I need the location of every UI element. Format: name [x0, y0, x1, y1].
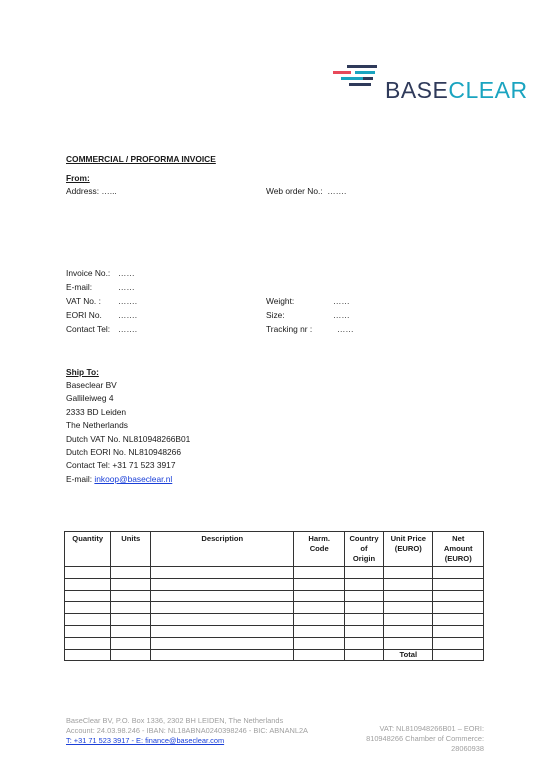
ship-email-row: [66, 473, 190, 486]
contact-value: …….: [118, 324, 138, 334]
web-order-value: …….: [327, 186, 347, 196]
total-value-cell: [433, 649, 484, 661]
table-row: [65, 614, 484, 626]
table-row: [65, 567, 484, 579]
invoice-table: [64, 531, 484, 661]
table-row: [65, 625, 484, 637]
weight-value: ……: [333, 296, 350, 306]
table-row: [65, 602, 484, 614]
tracking-row: [266, 323, 354, 336]
ship-street: Gallileiweg 4: [66, 393, 114, 404]
invoice-row: [66, 267, 135, 280]
col-quantity: Quantity: [65, 532, 111, 567]
footer-bank: Account: 24.03.98.246 - IBAN: NL18ABNA0240398246 - BIC: ABNANL2A: [66, 726, 308, 735]
ship-email-label: E-mail:: [66, 473, 95, 484]
footer-phone: T: +31 71 523 3917 - E:: [66, 736, 146, 745]
ship-postal: 2333 BD Leiden: [66, 406, 127, 417]
col-harm-code: Harm. Code: [294, 532, 344, 567]
ship-vat: Dutch VAT No. NL810948266B01: [66, 433, 191, 444]
col-description: Description: [151, 532, 294, 567]
col-units: Units: [111, 532, 151, 567]
ship-phone: Contact Tel: +31 71 523 3917: [66, 460, 176, 471]
size-row: [266, 309, 350, 322]
total-label: Total: [384, 649, 433, 661]
vat-value: …….: [118, 296, 138, 306]
size-value: ……: [333, 310, 350, 320]
eori-value: …….: [118, 310, 138, 320]
ship-email-link[interactable]: inkoop@baseclear.nl: [94, 473, 173, 484]
table-header-row: [65, 532, 484, 567]
document-title: COMMERCIAL / PROFORMA INVOICE: [66, 154, 216, 164]
footer-address: BaseClear BV, P.O. Box 1336, 2302 BH LEIDEN, The Netherlands: [66, 716, 284, 725]
contact-row: [66, 323, 137, 336]
logo-wordmark: BASECLEAR: [385, 77, 528, 103]
invoice-label: Invoice No.:: [66, 268, 111, 278]
email-label: E-mail:: [66, 282, 93, 292]
from-heading: From:: [66, 173, 90, 183]
footer-registration: VAT: NL810948266B01 – EORI: 810948266 Chamber of Commerce: 28060938: [366, 724, 484, 753]
col-net-amount: Net Amount (EURO): [433, 532, 484, 567]
baseclear-logo: [333, 60, 528, 104]
ship-to-heading: Ship To:: [66, 367, 99, 377]
footer-email-link[interactable]: finance@baseclear.com: [145, 736, 225, 745]
weight-row: [266, 295, 350, 308]
weight-label: Weight:: [266, 296, 295, 306]
email-row: [66, 281, 135, 294]
table-row: [65, 578, 484, 590]
tracking-value: ……: [337, 324, 354, 334]
vat-label: VAT No. :: [66, 296, 101, 306]
address-label: Address:: [66, 186, 100, 196]
address-value: …...: [101, 186, 117, 196]
ship-eori: Dutch EORI No. NL810948266: [66, 447, 181, 458]
size-label: Size:: [266, 310, 285, 320]
ship-to-address: [66, 379, 190, 486]
footer-company-info: [66, 716, 308, 746]
eori-row: [66, 309, 137, 322]
ship-company: Baseclear BV: [66, 380, 117, 390]
table-total-row: [65, 649, 484, 661]
table-row: [65, 590, 484, 602]
footer-contact: [66, 736, 308, 746]
web-order-label: Web order No.:: [266, 186, 323, 196]
col-unit-price: Unit Price (EURO): [384, 532, 433, 567]
eori-label: EORI No.: [66, 310, 102, 320]
tracking-label: Tracking nr :: [266, 324, 313, 334]
ship-country: The Netherlands: [66, 420, 128, 431]
web-order-row: [266, 185, 346, 198]
col-country-origin: Country of Origin: [344, 532, 383, 567]
contact-label: Contact Tel:: [66, 324, 111, 334]
vat-row: [66, 295, 137, 308]
table-row: [65, 637, 484, 649]
logo-bars-icon: [333, 60, 393, 100]
invoice-value: ……: [118, 268, 135, 278]
address-row: [66, 185, 117, 198]
email-value: ……: [118, 282, 135, 292]
